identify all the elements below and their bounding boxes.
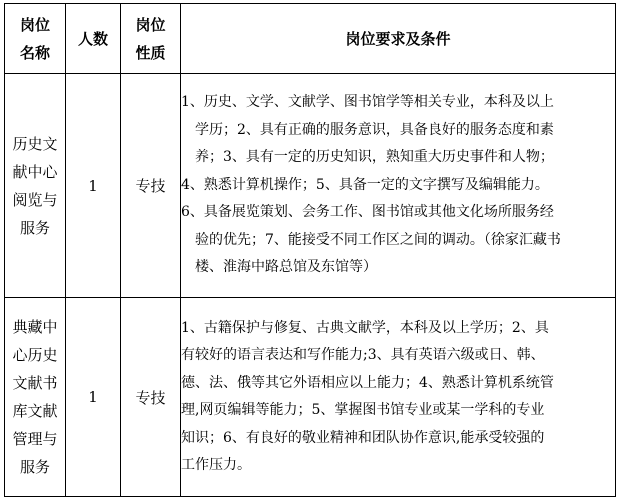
headcount-cell: 1 <box>66 74 121 298</box>
position-name-line: 典藏中 <box>12 318 58 336</box>
header-nature-line2: 性质 <box>135 43 166 62</box>
job-requirements-table <box>4 3 616 497</box>
requirement-line: 楼、淮海中路总馆及东馆等） <box>195 259 377 276</box>
position-name-line: 服务 <box>19 458 50 476</box>
requirement-line: 理,网页编辑等能力；5、掌握图书馆专业或某一学科的专业 <box>181 402 545 418</box>
position-name-line: 服务 <box>19 218 50 237</box>
table-row <box>5 74 616 298</box>
header-position-name-line1: 岗位 <box>19 15 50 34</box>
requirement-line: 知识；6、有良好的敬业精神和团队协作意识,能承受较强的 <box>181 429 545 446</box>
requirement-line: 1、古籍保护与修复、古典文献学，本科及以上学历；2、具 <box>181 319 549 336</box>
position-name-line: 管理与 <box>12 430 58 448</box>
requirement-line: 德、法、俄等其它外语相应以上能力；4、熟悉计算机系统管 <box>181 374 554 391</box>
position-name-line: 库文献 <box>12 402 58 420</box>
header-position-name <box>5 4 66 74</box>
requirement-line: 4、熟悉计算机操作；5、具备一定的文字撰写及编辑能力。 <box>181 176 549 193</box>
nature-cell: 专技 <box>121 74 181 298</box>
requirements-cell <box>181 298 616 497</box>
position-name-line: 献中心 <box>12 162 58 181</box>
position-name-line: 阅览与 <box>12 190 58 209</box>
requirement-line: 养；3、具有一定的历史知识，熟知重大历史事件和人物； <box>195 149 554 166</box>
header-headcount: 人数 <box>66 4 121 74</box>
requirement-line: 验的优先；7、能接受不同工作区之间的调动。（徐家汇藏书 <box>195 231 561 248</box>
requirement-line: 6、具备展览策划、会务工作、图书馆或其他文化场所服务经 <box>181 204 554 221</box>
nature-cell: 专技 <box>121 298 181 497</box>
requirement-line: 学历；2、具有正确的服务意识，具备良好的服务态度和素 <box>195 121 554 138</box>
headcount-cell: 1 <box>66 298 121 497</box>
header-nature-line1: 岗位 <box>135 15 166 34</box>
header-nature <box>121 4 181 74</box>
position-name-cell <box>5 298 66 497</box>
header-position-name-line2: 名称 <box>19 43 50 62</box>
requirement-line: 工作压力。 <box>181 457 251 473</box>
position-name-line: 心历史 <box>12 346 58 364</box>
position-name-line: 文献书 <box>12 374 58 392</box>
header-row <box>5 4 616 74</box>
header-requirements: 岗位要求及条件 <box>181 4 616 74</box>
table-row <box>5 298 616 497</box>
position-name-cell <box>5 74 66 298</box>
requirements-cell <box>181 74 616 298</box>
requirement-line: 1、历史、文学、文献学、图书馆学等相关专业，本科及以上 <box>181 94 554 111</box>
position-name-line: 历史文 <box>12 134 58 153</box>
requirement-line: 有较好的语言表达和写作能力;3、具有英语六级或日、韩、 <box>181 347 545 363</box>
